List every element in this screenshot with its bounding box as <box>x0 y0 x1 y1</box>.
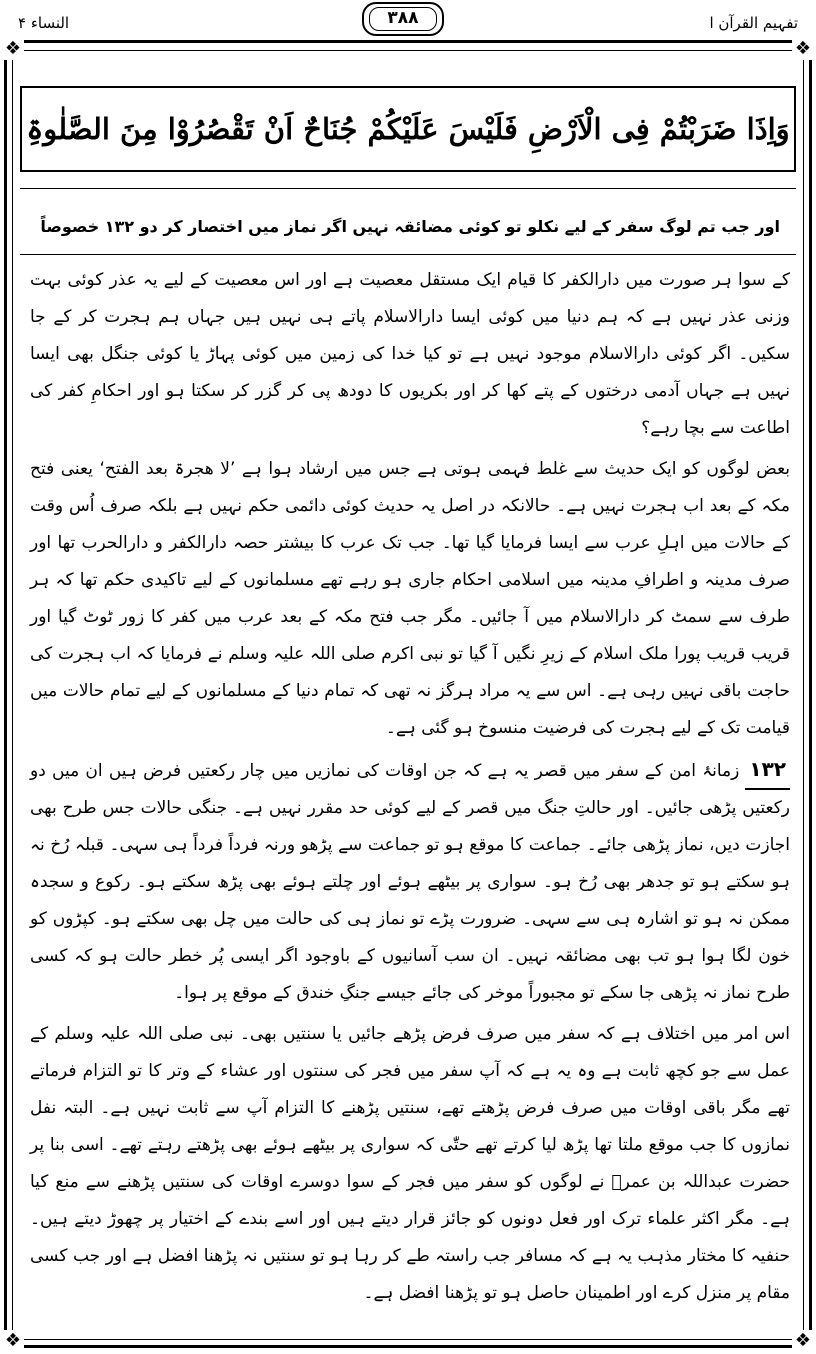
corner-ornament-icon: ❖ <box>792 38 814 60</box>
footnote-text: زمانۂ امن کے سفر میں قصر یہ ہے کہ جن اوقات کی نمازیں میں چار رکعتیں فرض ہیں ان میں دو رکعتیں پڑھی جائیں۔ اور حالتِ جنگ میں قصر کے لیے کوئی حد مقرر نہیں ہے۔ جنگی حالات جس طرح بھی اجازت دیں، نماز پڑھی جائے۔ جماعت کا موقع ہو تو جماعت سے پڑھو ورنہ فرداً فرداً ہی سہی۔ قبلہ رُخ نہ ہو سکتے ہو تو جدھر بھی رُخ ہو۔ سواری پر بیٹھے ہوئے اور چلتے ہوئے بھی پڑھ سکتے ہو۔ رکوع و سجدہ ممکن نہ ہو تو اشارہ ہی سے سہی۔ ضرورت پڑے تو نماز ہی کی حالت میں چل بھی سکتے ہو۔ کپڑوں کو خون لگا ہوا ہو تب بھی مضائقہ نہیں۔ ان سب آسانیوں کے باوجود اگر ایسی پُر خطر حالت ہو کہ کسی طرح نماز نہ پڑھی جا سکے تو مجبوراً موخر کی جائے جیسے جنگِ خندق کے موقع پر ہوا۔ <box>30 761 790 1003</box>
surah-name: النساء ۴ <box>18 14 70 32</box>
footnote-number: ۱۳۲ <box>745 751 790 790</box>
running-header <box>0 0 816 40</box>
corner-ornament-icon: ❖ <box>2 38 24 60</box>
quran-verse: وَاِذَا ضَرَبْتُمْ فِی الْاَرْضِ فَلَیْسَ عَلَیْکُمْ جُنَاحٌ اَنْ تَقْصُرُوْا مِنَ الصَّلٰوۃِ <box>26 112 790 146</box>
commentary-paragraph: کے سوا ہر صورت میں دارالکفر کا قیام ایک مستقل معصیت ہے اور اس معصیت کے لیے یہ عذر کوئی بہت وزنی عذر نہیں ہے کہ ہم دنیا میں کوئی ایسا دارالاسلام پاتے ہی نہیں ہیں جہاں ہم ہجرت کر کے جا سکیں۔ اگر کوئی دارالاسلام موجود نہیں ہے تو کیا خدا کی زمین میں کوئی پہاڑ یا کوئی جنگل بھی ایسا نہیں ہے جہاں آدمی درختوں کے پتے کھا کر اور بکریوں کا دودھ پی کر گزر کر سکتا ہو اور احکامِ کفر کی اطاعت سے بچا رہے؟ <box>30 270 790 438</box>
page-number-badge <box>362 2 444 36</box>
commentary <box>30 262 790 1316</box>
divider <box>20 254 796 255</box>
commentary-paragraph <box>30 751 790 1012</box>
book-title: تفہیم القرآن ا <box>709 14 798 32</box>
divider <box>20 188 796 189</box>
commentary-paragraph: بعض لوگوں کو ایک حدیث سے غلط فہمی ہوتی ہے جس میں ارشاد ہوا ہے ’لا ھجرۃ بعد الفتح‘ یعنی فتح مکہ کے بعد اب ہجرت نہیں ہے۔ حالانکہ در اصل یہ حدیث کوئی دائمی حکم نہیں ہے بلکہ صرف اُس وقت کے حالات میں اہلِ عرب سے ایسا فرمایا گیا تھا۔ جب تک عرب کا بیشتر حصہ دارالکفر و دارالحرب تھا اور صرف مدینہ و اطرافِ مدینہ میں اسلامی احکام جاری ہو رہے تھے مسلمانوں کے لیے تاکیدی حکم تھا کہ ہر طرف سے سمٹ کر دارالاسلام میں آ جائیں۔ مگر جب فتح مکہ کے بعد عرب میں کفر کا زور ٹوٹ گیا اور قریب قریب پورا ملک اسلام کے زیرِ نگیں آ گیا تو نبی اکرم صلی اللہ علیہ وسلم نے فرمایا کہ اب ہجرت کی حاجت باقی نہیں رہی ہے۔ اس سے یہ مراد ہرگز نہ تھی کہ تمام دنیا کے مسلمانوں کے لیے تمام حالات میں قیامت تک کے لیے ہجرت کی فرضیت منسوخ ہو گئی ہے۔ <box>30 459 790 738</box>
corner-ornament-icon: ❖ <box>2 1330 24 1352</box>
verse-translation: اور جب تم لوگ سفر کے لیے نکلو تو کوئی مضائقہ نہیں اگر نماز میں اختصار کر دو ۱۳۲ خصوصاً <box>40 217 780 236</box>
corner-ornament-icon: ❖ <box>792 1330 814 1352</box>
commentary-paragraph: اس امر میں اختلاف ہے کہ سفر میں صرف فرض پڑھے جائیں یا سنتیں بھی۔ نبی صلی اللہ علیہ وسلم کے عمل سے جو کچھ ثابت ہے وہ یہ ہے کہ آپ سفر میں فجر کی سنتوں اور عشاء کے وتر کا تو التزام فرماتے تھے مگر باقی اوقات میں صرف فرض پڑھتے تھے، سنتیں پڑھنے کا التزام آپ سے ثابت نہیں ہے۔ البتہ نفل نمازوں کا جب موقع ملتا تھا پڑھ لیا کرتے تھے حتّٰی کہ سواری پر بیٹھے ہوئے بھی پڑھتے رہتے تھے۔ اسی بنا پر حضرت عبداللہ بن عمرؓ نے لوگوں کو سفر میں فجر کے سوا دوسرے اوقات کی سنتیں پڑھنے سے منع کیا ہے۔ مگر اکثر علماء ترک اور فعل دونوں کو جائز قرار دیتے ہیں اور اسے بندے کے اختیار پر چھوڑ دیتے ہیں۔ حنفیہ کا مختار مذہب یہ ہے کہ مسافر جب راستہ طے کر رہا ہو تو سنتیں نہ پڑھنا افضل ہے اور جب کسی مقام پر منزل کرے اور اطمینان حاصل ہو تو پڑھنا افضل ہے۔ <box>30 1024 790 1303</box>
page-number: ۳۸۸ <box>369 7 437 31</box>
